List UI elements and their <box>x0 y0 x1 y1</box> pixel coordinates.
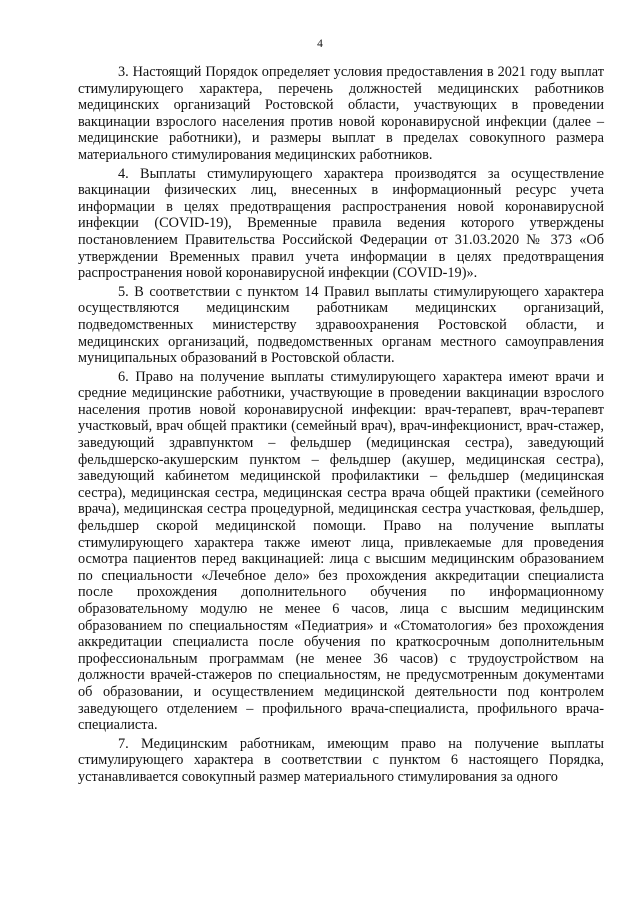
paragraph-4: 4. Выплаты стимулирующего характера производятся за осуществление вакцинации физических лиц, внесенных в информационный ресурс учета информации в целях предотвращения распространения новой коронавирусной инфекции (COVID-19), Временные правила ведения которого утверждены постановлением Правительства Российской Федерации от 31.03.2020 № 373 «Об утверждении Временных правил учета информации в целях предотвращения распространения новой коронавирусной инфекции (COVID-19)». <box>78 165 604 282</box>
paragraph-6: 6. Право на получение выплаты стимулирующего характера имеют врачи и средние медицинские работники, участвующие в проведении вакцинации взрослого населения против новой коронавирусной инфекции: врач-терапевт, врач-терапевт участковый, врач общей практики (семейный врач), врач-инфекционист, врач-стажер, заведующий здравпунктом – фельдшер (медицинская сестра), заведующий фельдшерско-акушерским пунктом – фельдшер (акушер, медицинская сестра), заведующий кабинетом медицинской профилактики – фельдшер (медицинская сестра), медицинская сестра, медицинская сестра врача общей практики (семейного врача), медицинская сестра процедурной, медицинская сестра участковая, фельдшер, фельдшер скорой медицинской помощи. Право на получение выплаты стимулирующего характера также имеют лица, привлекаемые для проведения осмотра пациентов перед вакцинацией: лица с высшим медицинским образованием по специальности «Лечебное дело» без прохождения аккредитации специалиста после прохождения дополнительного обучения по информационному образовательному модулю не менее 6 часов, лица с высшим медицинским образованием по специальностям «Педиатрия» и «Стоматология» без прохождения аккредитации специалиста после обучения по краткосрочным дополнительным профессиональным программам (не менее 36 часов) с трудоустройством на должности врачей-стажеров по специальностям, не предусмотренным документами об образовании, и осуществлением медицинской деятельности под контролем заведующего отделением – профильного врача-специалиста, профильного врача-специалиста. <box>78 368 604 734</box>
paragraph-5: 5. В соответствии с пунктом 14 Правил выплаты стимулирующего характера осуществляются медицинским работникам медицинских организаций, подведомственных министерству здравоохранения Ростовской области, и медицинских организаций, подведомственных органам местного самоуправления муниципальных образований в Ростовской области. <box>78 283 604 367</box>
document-body <box>78 64 604 786</box>
page-number: 4 <box>317 38 323 50</box>
paragraph-7: 7. Медицинским работникам, имеющим право на получение выплаты стимулирующего характера в соответствии с пунктом 6 настоящего Порядка, устанавливается совокупный размер материального стимулирования за одного <box>78 735 604 785</box>
paragraph-3: 3. Настоящий Порядок определяет условия предоставления в 2021 году выплат стимулирующего характера, перечень должностей медицинских работников медицинских организаций Ростовской области, участвующих в проведении вакцинации взрослого населения против новой коронавирусной инфекции (далее – медицинские работники), и размеры выплат в пределах совокупного размера материального стимулирования медицинских работников. <box>78 64 604 163</box>
